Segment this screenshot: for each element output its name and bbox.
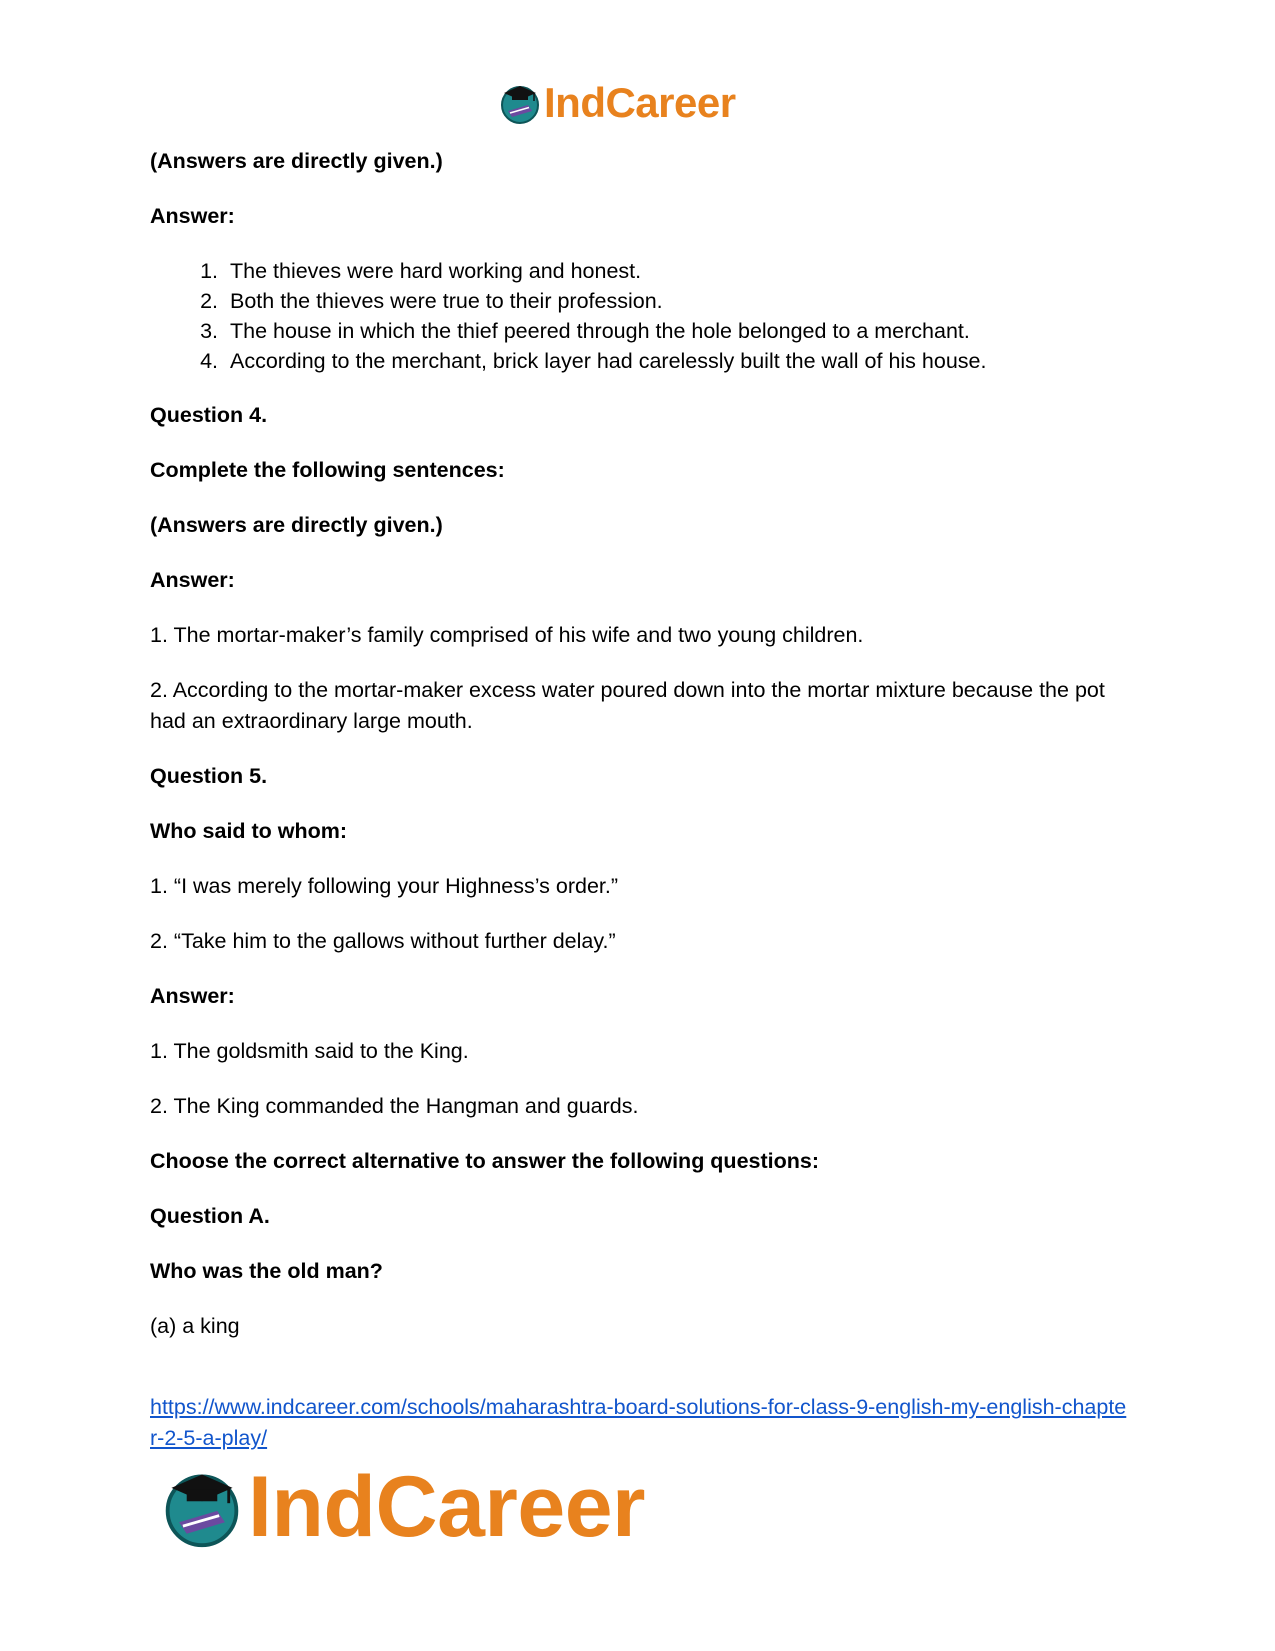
list-item: 3. The house in which the thief peered through the hole belonged to a merchant. [224,316,1130,346]
question-a-title: Question A. [150,1204,270,1228]
intro-note: (Answers are directly given.) [150,149,443,173]
question-5-answer-1: 1. The goldsmith said to the King. [150,1039,469,1063]
answer-label: Answer: [150,204,235,228]
list-item: 4. According to the merchant, brick layer had carelessly built the wall of his house. [224,346,1130,376]
question-5-instruction: Who said to whom: [150,819,348,843]
mcq-instruction: Choose the correct alternative to answer the following questions: [150,1149,819,1173]
question-5-quote-1: 1. “I was merely following your Highness’s order.” [150,874,619,898]
question-a-option-a: (a) a king [150,1314,240,1338]
question-4-instruction: Complete the following sentences: [150,458,505,482]
source-url-link[interactable]: https://www.indcareer.com/schools/maharashtra-board-solutions-for-class-9-english-my-english-chapter-2-5-a-play/ [150,1395,1127,1450]
graduation-globe-icon [498,81,542,125]
question-5-quote-2: 2. “Take him to the gallows without further delay.” [150,929,616,953]
question-4-note: (Answers are directly given.) [150,513,443,537]
question-a-text: Who was the old man? [150,1259,383,1283]
question-5-answer-2: 2. The King commanded the Hangman and guards. [150,1094,639,1118]
header-logo [498,78,736,128]
main-content [150,146,1130,1366]
question-5-title: Question 5. [150,764,268,788]
list-item: 2. Both the thieves were true to their profession. [224,286,1130,316]
footer-logo [160,1458,645,1555]
footer-logo-text: IndCareer [248,1458,645,1555]
question-4-answer-2: 2. According to the mortar-maker excess water poured down into the mortar mixture because the pot had an extraordinary large mouth. [150,678,1105,733]
header-logo-text: IndCareer [544,79,736,126]
answer-label: Answer: [150,984,235,1008]
question-4-answer-1: 1. The mortar-maker’s family comprised of his wife and two young children. [150,623,864,647]
list-item: 1. The thieves were hard working and honest. [224,256,1130,286]
answers-list [150,256,1130,376]
graduation-globe-icon [160,1465,244,1549]
question-4-title: Question 4. [150,403,268,427]
answer-label: Answer: [150,568,235,592]
